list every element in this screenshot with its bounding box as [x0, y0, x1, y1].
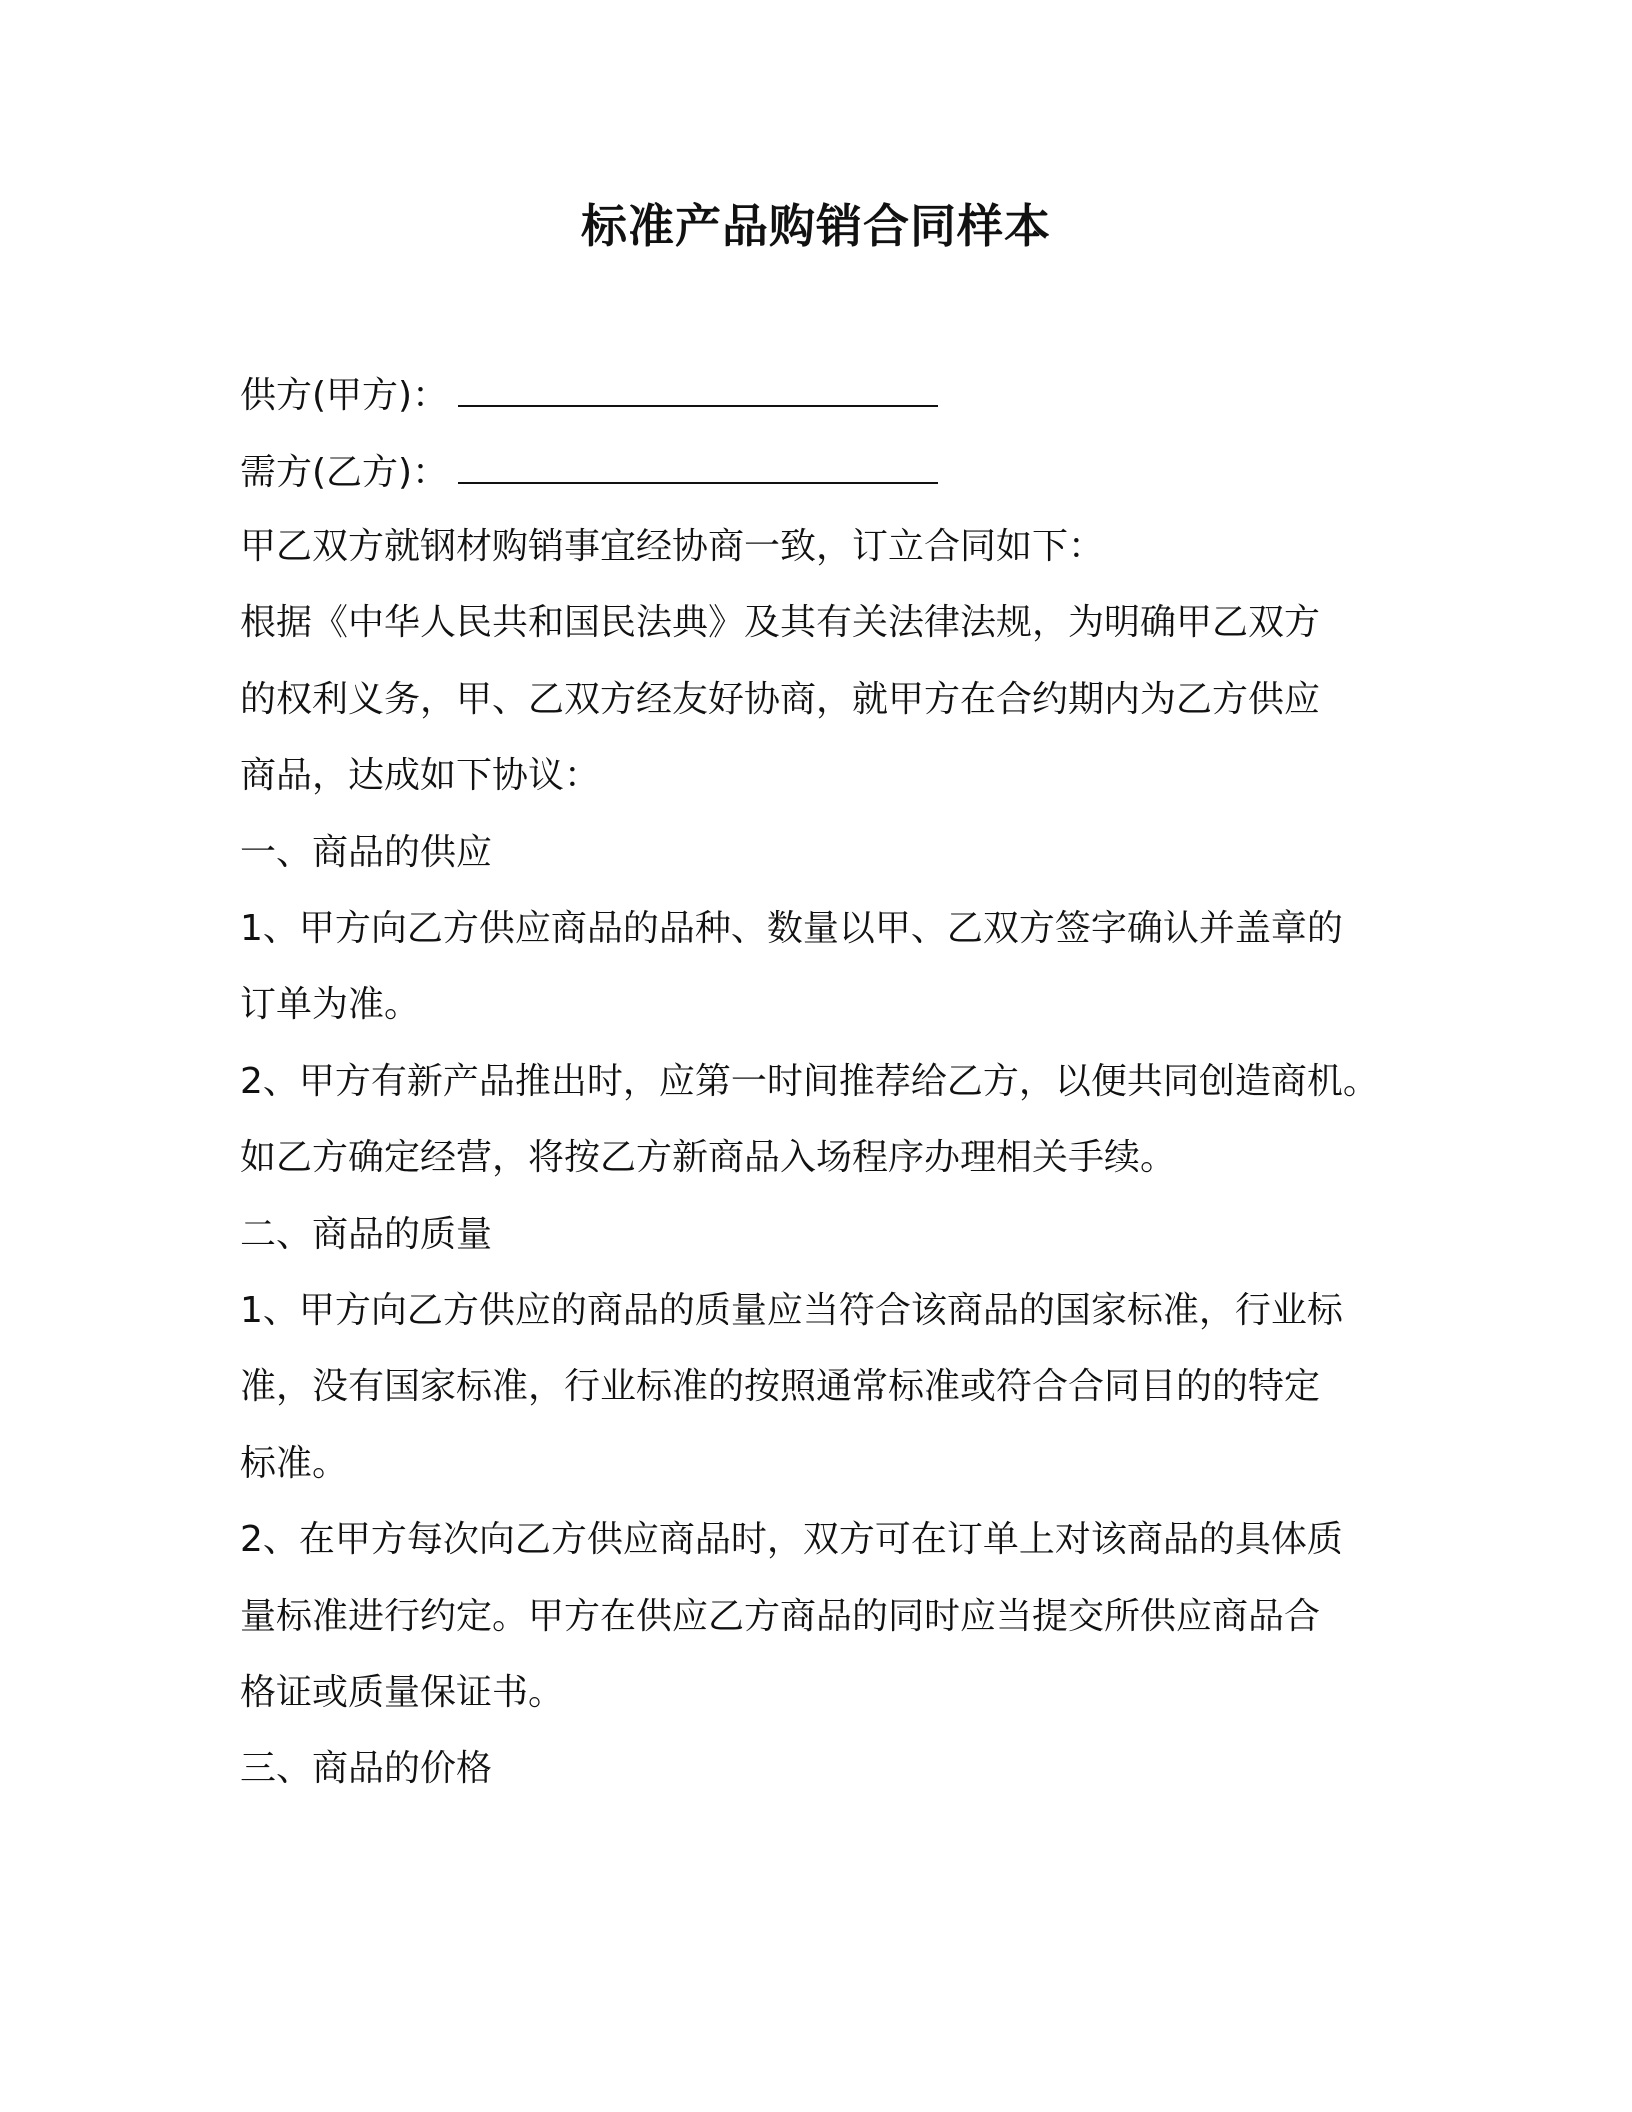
document-title: 标准产品购销合同样本 [581, 199, 1051, 253]
paragraph-line: 1、甲方向乙方供应商品的品种、数量以甲、乙双方签字确认并盖章的 [240, 908, 1343, 949]
paragraph-line: 根据《中华人民共和国民法典》及其有关法律法规，为明确甲乙双方 [240, 602, 1321, 643]
paragraph-line: 格证或质量保证书。 [240, 1672, 565, 1713]
paragraph-line: 标准。 [240, 1443, 349, 1484]
buyer-label: 需方(乙方)： [240, 452, 449, 493]
paragraph-line: 的权利义务，甲、乙双方经友好协商，就甲方在合约期内为乙方供应 [240, 679, 1321, 720]
paragraph-line: 订单为准。 [240, 984, 421, 1025]
paragraph-line: 准，没有国家标准，行业标准的按照通常标准或符合合同目的的特定 [240, 1366, 1321, 1407]
paragraph-line: 如乙方确定经营，将按乙方新商品入场程序办理相关手续。 [240, 1137, 1177, 1178]
section-heading: 二、商品的质量 [240, 1214, 493, 1255]
paragraph-line: 量标准进行约定。甲方在供应乙方商品的同时应当提交所供应商品合 [240, 1596, 1321, 1637]
supplier-blank [458, 369, 938, 407]
paragraph-line: 2、在甲方每次向乙方供应商品时，双方可在订单上对该商品的具体质 [240, 1519, 1343, 1560]
section-heading: 三、商品的价格 [240, 1748, 493, 1789]
paragraph-line: 1、甲方向乙方供应的商品的质量应当符合该商品的国家标准，行业标 [240, 1290, 1343, 1331]
section-heading: 一、商品的供应 [240, 832, 493, 873]
buyer-blank [458, 446, 938, 484]
paragraph-line: 2、甲方有新产品推出时，应第一时间推荐给乙方，以便共同创造商机。 [240, 1061, 1379, 1102]
supplier-line [240, 369, 938, 421]
supplier-label: 供方(甲方)： [240, 375, 449, 416]
paragraph-line: 商品，达成如下协议： [240, 755, 601, 796]
buyer-line [240, 446, 938, 498]
intro-line: 甲乙双方就钢材购销事宜经协商一致，订立合同如下： [240, 526, 1105, 567]
